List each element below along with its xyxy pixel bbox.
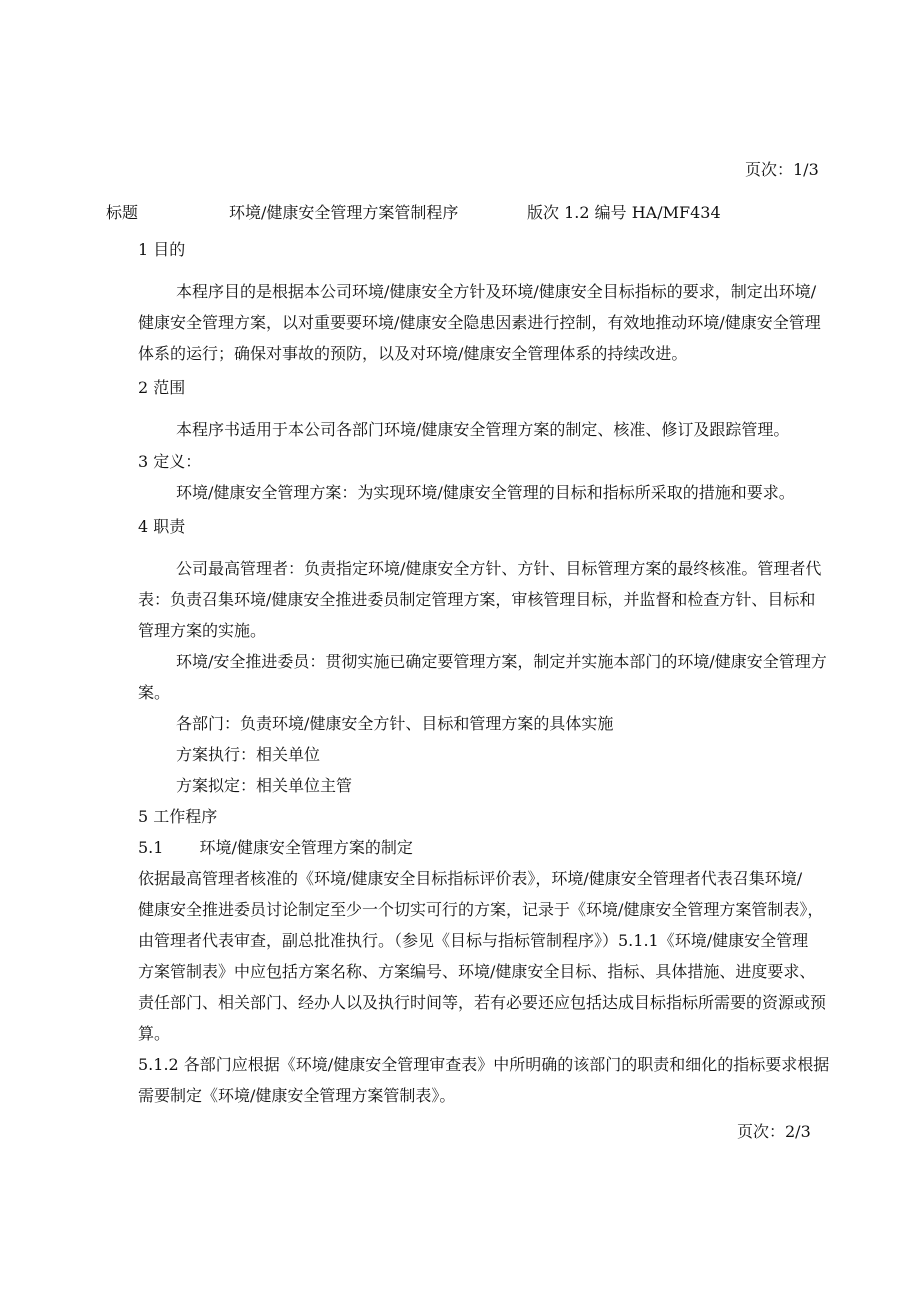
subsection-heading bbox=[138, 832, 866, 863]
paragraph-line: 方案执行：相关单位 bbox=[176, 745, 321, 764]
paragraph-line: 管理方案的实施。 bbox=[138, 621, 267, 640]
section-heading: 5 工作程序 bbox=[138, 807, 218, 826]
subsection-number: 5.1 bbox=[138, 838, 164, 857]
page-number-top: 页次：1/3 bbox=[745, 160, 819, 179]
paragraph-line: 健康安全管理方案，以对重要要环境/健康安全隐患因素进行控制，有效地推动环境/健康安全管理 bbox=[138, 313, 821, 332]
header-label: 标题 bbox=[106, 203, 139, 222]
page-number-bottom: 页次：2/3 bbox=[737, 1122, 811, 1141]
section-heading: 2 范围 bbox=[138, 378, 186, 397]
version-number: 版次 1.2 编号 HA∕MF434 bbox=[527, 203, 721, 222]
paragraph-line: 5.1.2 各部门应根据《环境/健康安全管理审查表》中所明确的该部门的职责和细化的指标要求根据 bbox=[138, 1055, 830, 1074]
paragraph-line: 环境/安全推进委员：贯彻实施已确定要管理方案，制定并实施本部门的环境/健康安全管理方 bbox=[176, 652, 827, 671]
paragraph-line: 体系的运行；确保对事故的预防，以及对环境/健康安全管理体系的持续改进。 bbox=[138, 344, 688, 363]
subsection-title: 环境/健康安全管理方案的制定 bbox=[199, 838, 413, 857]
paragraph-line: 环境/健康安全管理方案：为实现环境/健康安全管理的目标和指标所采取的措施和要求。 bbox=[176, 483, 795, 502]
section-scope bbox=[138, 372, 866, 445]
paragraph-line: 健康安全推进委员讨论制定至少一个切实可行的方案，记录于《环境/健康安全管理方案管制表》， bbox=[138, 900, 824, 919]
section-procedure bbox=[138, 801, 866, 1111]
paragraph-line: 本程序书适用于本公司各部门环境/健康安全管理方案的制定、核准、修订及跟踪管理。 bbox=[176, 420, 790, 439]
paragraph-line: 需要制定《环境/健康安全管理方案管制表》。 bbox=[138, 1086, 456, 1105]
paragraph-line: 公司最高管理者：负责指定环境/健康安全方针、方针、目标管理方案的最终核准。管理者代 bbox=[176, 559, 822, 578]
section-definition bbox=[138, 446, 866, 508]
paragraph-line: 责任部门、相关部门、经办人以及执行时间等，若有必要还应包括达成目标指标所需要的资源或预 bbox=[138, 993, 827, 1012]
paragraph-line: 由管理者代表审查，副总批准执行。（参见《目标与指标管制程序》）5.1.1《环境/健康安全管理 bbox=[138, 931, 809, 950]
section-heading: 4 职责 bbox=[138, 517, 186, 536]
document-title: 环境/健康安全管理方案管制程序 bbox=[229, 203, 459, 222]
paragraph-line: 方案管制表》中应包括方案名称、方案编号、环境/健康安全目标、指标、具体措施、进度要求、 bbox=[138, 962, 816, 981]
section-heading: 1 目的 bbox=[138, 240, 186, 259]
section-responsibilities bbox=[138, 511, 866, 801]
paragraph-line: 案。 bbox=[138, 683, 171, 702]
paragraph-line: 本程序目的是根据本公司环境/健康安全方针及环境/健康安全目标指标的要求，制定出环境/ bbox=[176, 282, 817, 301]
paragraph-line: 表：负责召集环境/健康安全推进委员制定管理方案，审核管理目标，并监督和检查方针、目标和 bbox=[138, 590, 816, 609]
paragraph-line: 算。 bbox=[138, 1024, 171, 1043]
section-purpose bbox=[138, 234, 866, 369]
paragraph-line: 方案拟定：相关单位主管 bbox=[176, 776, 353, 795]
paragraph-line: 依据最高管理者核准的《环境/健康安全目标指标评价表》，环境/健康安全管理者代表召集环境/ bbox=[138, 869, 803, 888]
section-heading: 3 定义： bbox=[138, 452, 202, 471]
paragraph-line: 各部门：负责环境/健康安全方针、目标和管理方案的具体实施 bbox=[176, 714, 614, 733]
